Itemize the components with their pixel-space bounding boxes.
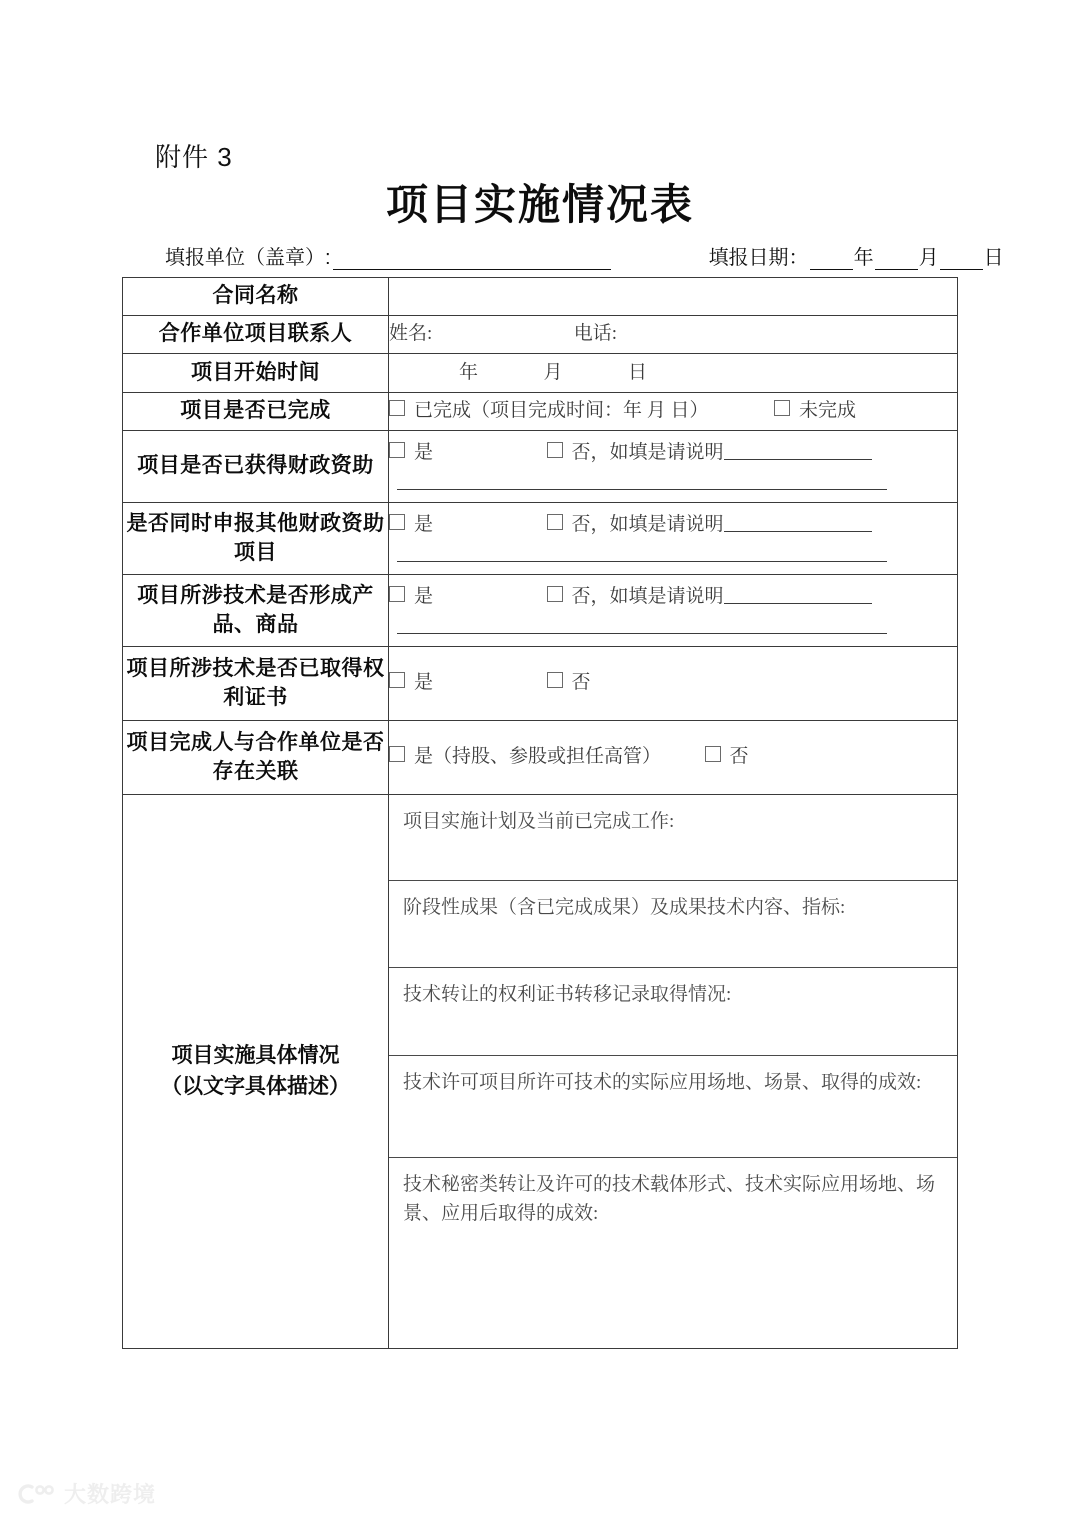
row-label-completion-status: 项目是否已完成 [123,393,389,431]
row-label-product-formed: 项目所涉技术是否形成产品、商品 [123,575,389,647]
watermark [18,1478,156,1509]
brand-logo-icon [18,1483,56,1505]
funding-explain-blank-2[interactable] [397,489,887,490]
reporting-unit-field [165,241,611,270]
row-value-contract-name[interactable] [389,278,958,316]
row-value-completion-status [389,393,958,431]
other-funding-explain-blank-2[interactable] [397,561,887,562]
row-value-narrative [389,795,958,1349]
reporting-unit-blank[interactable] [333,252,611,270]
row-value-product-formed [389,575,958,647]
checkbox-completed[interactable] [389,400,405,416]
checkbox-certificate-yes[interactable] [389,672,405,688]
row-value-received-funding [389,431,958,503]
row-label-narrative [123,795,389,1349]
row-label-received-funding: 项目是否已获得财政资助 [123,431,389,503]
narrative-item-milestones[interactable]: 阶段性成果（含已完成成果）及成果技术内容、指标: [389,881,957,968]
table-row-contact-person [123,316,958,354]
meta-row [165,240,1004,270]
label-product-yes: 是 [414,585,434,607]
table-row-start-time [123,354,958,393]
checkbox-funding-yes[interactable] [389,442,405,458]
date-day-unit: 日 [983,247,1004,269]
product-explain-blank-2[interactable] [397,633,887,634]
checkbox-affiliation-no[interactable] [705,746,721,762]
table-row-rights-certificate [123,647,958,721]
label-funding-yes: 是 [414,441,434,463]
reporting-date-label: 填报日期： [708,247,809,269]
checkbox-funding-no[interactable] [547,442,563,458]
product-explain-blank[interactable] [724,588,872,604]
table-row-completion-status [123,393,958,431]
label-not-completed: 未完成 [799,400,857,422]
page-title: 项目实施情况表 [385,181,694,228]
narrative-label-line1: 项目实施具体情况 [171,1044,340,1068]
date-month-unit: 月 [918,247,939,269]
row-value-rights-certificate [389,647,958,721]
reporting-date-field [709,241,1004,270]
label-product-no: 否，如填是请说明 [571,585,724,607]
table-row-affiliation [123,721,958,795]
checkbox-affiliation-yes[interactable] [389,746,405,762]
narrative-label-line2: （以文字具体描述） [161,1074,350,1098]
checkbox-product-no[interactable] [547,586,563,602]
narrative-item-trade-secret[interactable]: 技术秘密类转让及许可的技术载体形式、技术实际应用场地、场景、应用后取得的成效: [403,1174,936,1225]
row-value-affiliation [389,721,958,795]
project-implementation-table [122,277,958,1349]
checkbox-other-funding-no[interactable] [547,514,563,530]
watermark-text: 大数跨境 [64,1482,157,1507]
funding-explain-blank[interactable] [724,444,872,460]
checkbox-other-funding-yes[interactable] [389,514,405,530]
row-label-contract-name: 合同名称 [123,278,389,316]
contact-phone-label: 电话: [573,323,618,345]
label-affiliation-no: 否 [729,746,749,768]
date-month-blank[interactable] [875,252,918,270]
row-value-start-time [389,354,958,393]
label-other-funding-yes: 是 [414,513,434,535]
table-row-contract-name [123,278,958,316]
date-year-unit: 年 [853,247,874,269]
row-label-rights-certificate: 项目所涉技术是否已取得权利证书 [123,647,389,721]
row-label-affiliation: 项目完成人与合作单位是否存在关联 [123,721,389,795]
label-funding-no: 否，如填是请说明 [571,441,724,463]
checkbox-certificate-no[interactable] [547,672,563,688]
table-row-received-funding [123,431,958,503]
start-month-unit: 月 [543,361,563,383]
narrative-item-transfer-records[interactable]: 技术转让的权利证书转移记录取得情况: [389,968,957,1056]
table-row-narrative [123,795,958,1349]
narrative-item-license-application[interactable]: 技术许可项目所许可技术的实际应用场地、场景、取得的成效: [389,1056,957,1158]
row-value-contact-person [389,316,958,354]
start-day-unit: 日 [628,361,648,383]
table-row-other-funding-applications [123,503,958,575]
start-year-unit: 年 [459,361,479,383]
label-certificate-no: 否 [571,672,591,694]
date-year-blank[interactable] [810,252,853,270]
label-certificate-yes: 是 [414,672,434,694]
checkbox-not-completed[interactable] [774,400,790,416]
label-other-funding-no: 否，如填是请说明 [571,513,724,535]
label-completed: 已完成（项目完成时间：年 月 日） [414,400,709,422]
date-day-blank[interactable] [940,252,983,270]
checkbox-product-yes[interactable] [389,586,405,602]
row-label-contact-person: 合作单位项目联系人 [123,316,389,354]
contact-name-label: 姓名: [389,323,433,345]
row-value-other-funding-applications [389,503,958,575]
row-label-start-time: 项目开始时间 [123,354,389,393]
table-row-product-formed [123,575,958,647]
attachment-label: 附件 3 [155,142,233,172]
row-label-other-funding-applications: 是否同时申报其他财政资助项目 [123,503,389,575]
other-funding-explain-blank[interactable] [724,516,872,532]
label-affiliation-yes: 是（持股、参股或担任高管） [414,746,662,768]
narrative-item-plan[interactable]: 项目实施计划及当前已完成工作: [389,795,957,881]
reporting-unit-label: 填报单位（盖章）: [165,247,331,269]
